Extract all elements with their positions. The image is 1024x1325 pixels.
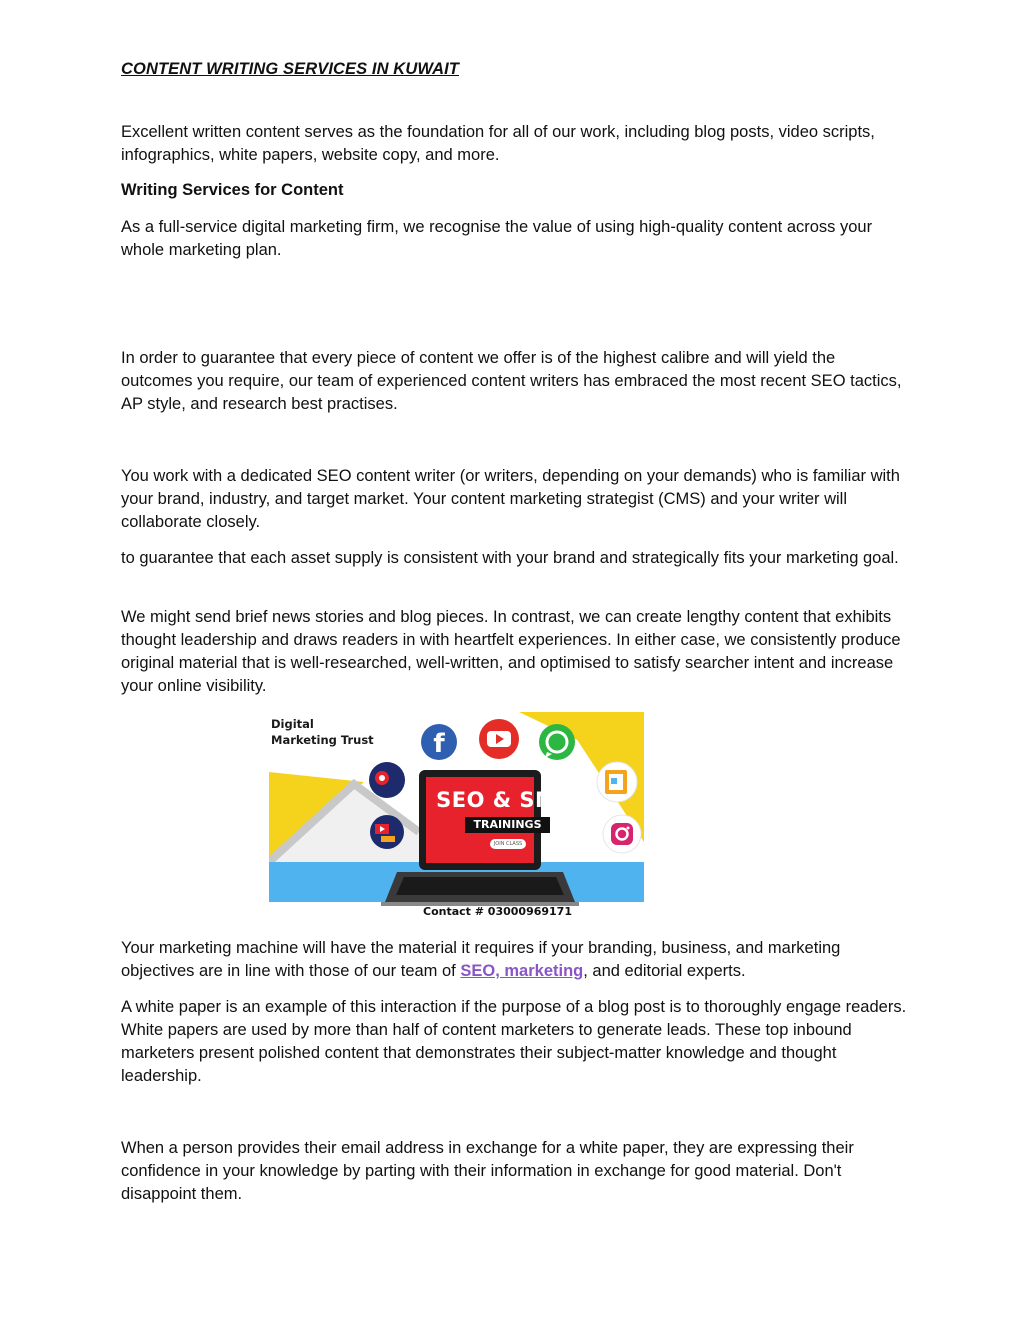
promo-subheadline: TRAININGS: [465, 817, 550, 833]
paragraph-asset-supply: to guarantee that each asset supply is consistent with your brand and strategically fits your marketing goal.: [121, 549, 899, 567]
seo-marketing-link[interactable]: SEO, marketing: [460, 962, 584, 980]
paragraph-news-stories: We might send brief news stories and blog pieces. In contrast, we can create lengthy content that exhibits thought leadership and draws readers in with heartfelt experiences. In either case, we consistently produce original material that is well-researched, well-written, and optimised to satisfy searcher intent and increase your online visibility.: [121, 608, 901, 695]
paragraph-quality-guarantee: In order to guarantee that every piece of content we offer is of the highest calibre and will yield the outcomes you require, our team of experienced content writers has embraced the most recent SEO tactics, AP style, and research best practises.: [121, 349, 902, 413]
svg-text:f: f: [433, 729, 445, 759]
video-play-icon: [370, 815, 404, 849]
analytics-icon: [369, 762, 405, 798]
promo-brand-line2: Marketing Trust: [271, 733, 374, 747]
paragraph-marketing-machine-end: , and editorial experts.: [583, 962, 746, 980]
facebook-icon: [421, 724, 457, 760]
intro-paragraph: Excellent written content serves as the foundation for all of our work, including blog posts, video scripts, infographics, white papers, website copy, and more.: [121, 123, 875, 164]
paragraph-dedicated-writer: You work with a dedicated SEO content writer (or writers, depending on your demands) who is familiar with your brand, industry, and target market. Your content marketing strategist (CMS) and your writer will collaborate closely.: [121, 467, 900, 531]
paragraph-email-exchange: When a person provides their email address in exchange for a white paper, they are expressing their confidence in your knowledge by parting with their information in exchange for good material. Don't disappoint them.: [121, 1139, 854, 1203]
promo-join-tag: JOIN CLASS: [490, 839, 526, 849]
paragraph-marketing-machine-text: Your marketing machine will have the material it requires if your branding, business, and marketing objectives are in line with those of our team of: [121, 939, 841, 980]
promo-brand-name: [271, 716, 374, 748]
paragraph-full-service: As a full-service digital marketing firm, we recognise the value of using high-quality content across your whole marketing plan.: [121, 218, 873, 259]
youtube-icon: [479, 719, 519, 759]
paragraph-marketing-machine: [121, 937, 911, 983]
promo-brand-line1: Digital: [271, 717, 314, 731]
promo-headline: SEO & SMM: [436, 788, 578, 812]
section-heading: Writing Services for Content: [121, 181, 344, 199]
promo-contact: Contact # 03000969171: [423, 905, 572, 918]
clipboard-icon: [597, 762, 637, 802]
paragraph-white-paper: A white paper is an example of this interaction if the purpose of a blog post is to thoroughly engage readers. White papers are used by more than half of content marketers to generate leads. These top inbound marketers present polished content that demonstrates their subject-matter knowledge and thought leadership.: [121, 998, 907, 1085]
whatsapp-icon: [539, 724, 575, 760]
instagram-icon: [603, 815, 641, 853]
document-title: CONTENT WRITING SERVICES IN KUWAIT: [121, 60, 459, 78]
